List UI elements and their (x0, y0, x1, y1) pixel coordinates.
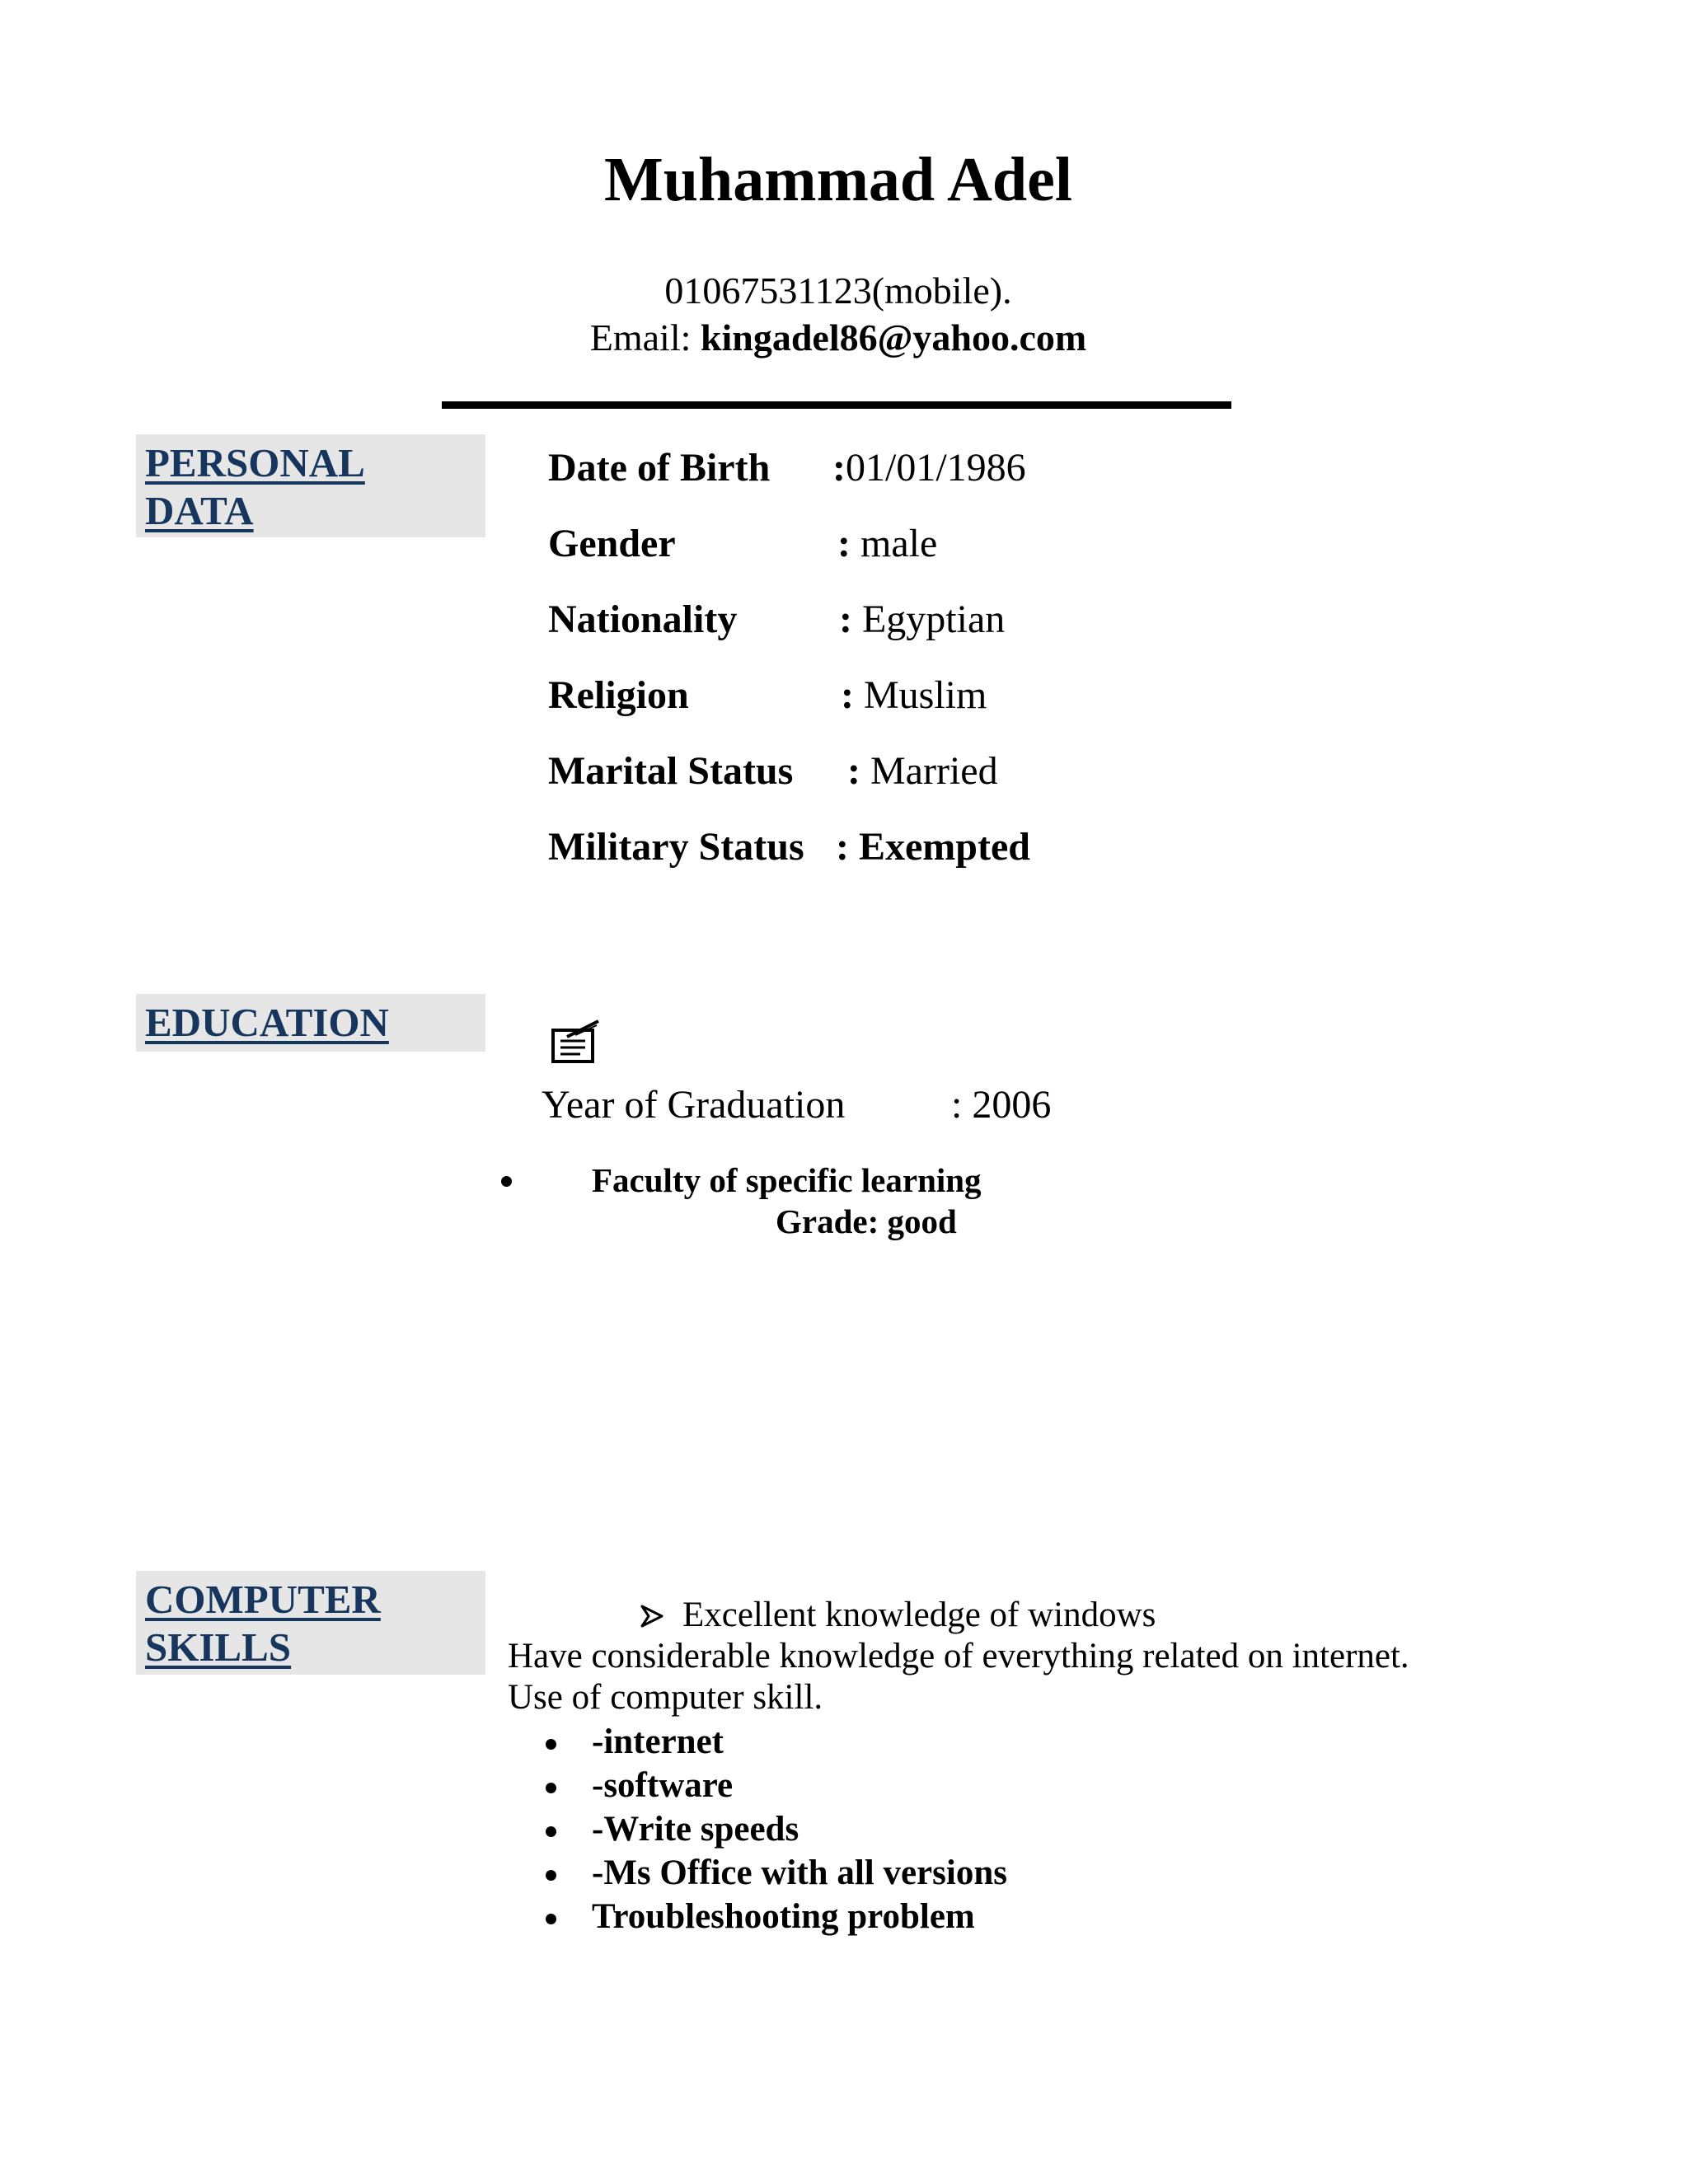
label-gender: Gender (548, 522, 676, 565)
value-military-status: : Exempted (836, 825, 1030, 869)
email-label: Email: (589, 316, 701, 359)
label-nationality: Nationality (548, 598, 738, 641)
bullet-dot (546, 1914, 556, 1924)
label-marital-status: Marital Status (548, 749, 794, 793)
bullet-dot (546, 1783, 556, 1793)
skill-item: -Write speeds (592, 1810, 799, 1849)
label-religion: Religion (548, 673, 689, 717)
bullet-dot (546, 1826, 556, 1837)
value-religion: : Muslim (841, 673, 987, 717)
bullet-dot (546, 1870, 556, 1881)
phone-number: 01067531123(mobile). (664, 269, 1012, 312)
bullet-dot (546, 1739, 556, 1750)
arrow-bullet-icon (640, 1604, 664, 1629)
email-address: kingadel86@yahoo.com (700, 316, 1087, 359)
education-heading: EDUCATION (145, 1000, 389, 1045)
personal-heading-line1: PERSONAL (145, 440, 365, 485)
skills-heading-line1: COMPUTER (145, 1577, 381, 1622)
section-heading-computer-skills (136, 1571, 485, 1675)
faculty-name: Faculty of specific learning (592, 1161, 982, 1199)
personal-heading-line2: DATA (145, 488, 254, 533)
email-line (0, 316, 1676, 359)
year-of-graduation-value: : 2006 (951, 1083, 1052, 1127)
bullet-dot (501, 1176, 512, 1187)
value-gender: : male (837, 522, 938, 565)
label-date-of-birth: Date of Birth (548, 446, 771, 490)
header-divider (442, 401, 1231, 409)
skill-windows: Excellent knowledge of windows (682, 1596, 1156, 1634)
skill-item: -software (592, 1766, 734, 1805)
value-nationality: : Egyptian (839, 598, 1006, 641)
skill-item: -internet (592, 1722, 724, 1761)
resume-name: Muhammad Adel (604, 145, 1072, 214)
diploma-icon (551, 1019, 600, 1065)
section-heading-personal (136, 434, 485, 537)
section-heading-education (136, 994, 485, 1052)
skills-heading-line2: SKILLS (145, 1624, 292, 1670)
label-military-status: Military Status (548, 825, 804, 869)
skill-item: Troubleshooting problem (592, 1897, 975, 1936)
value-marital-status: : Married (847, 749, 998, 793)
year-of-graduation-label: Year of Graduation (542, 1083, 846, 1127)
faculty-grade: Grade: good (776, 1202, 957, 1240)
skill-computer-use: Use of computer skill. (508, 1678, 823, 1717)
skill-item: -Ms Office with all versions (592, 1854, 1007, 1892)
skill-internet-knowledge: Have considerable knowledge of everything related on internet. (508, 1637, 1409, 1675)
value-date-of-birth: :01/01/1986 (832, 446, 1026, 490)
